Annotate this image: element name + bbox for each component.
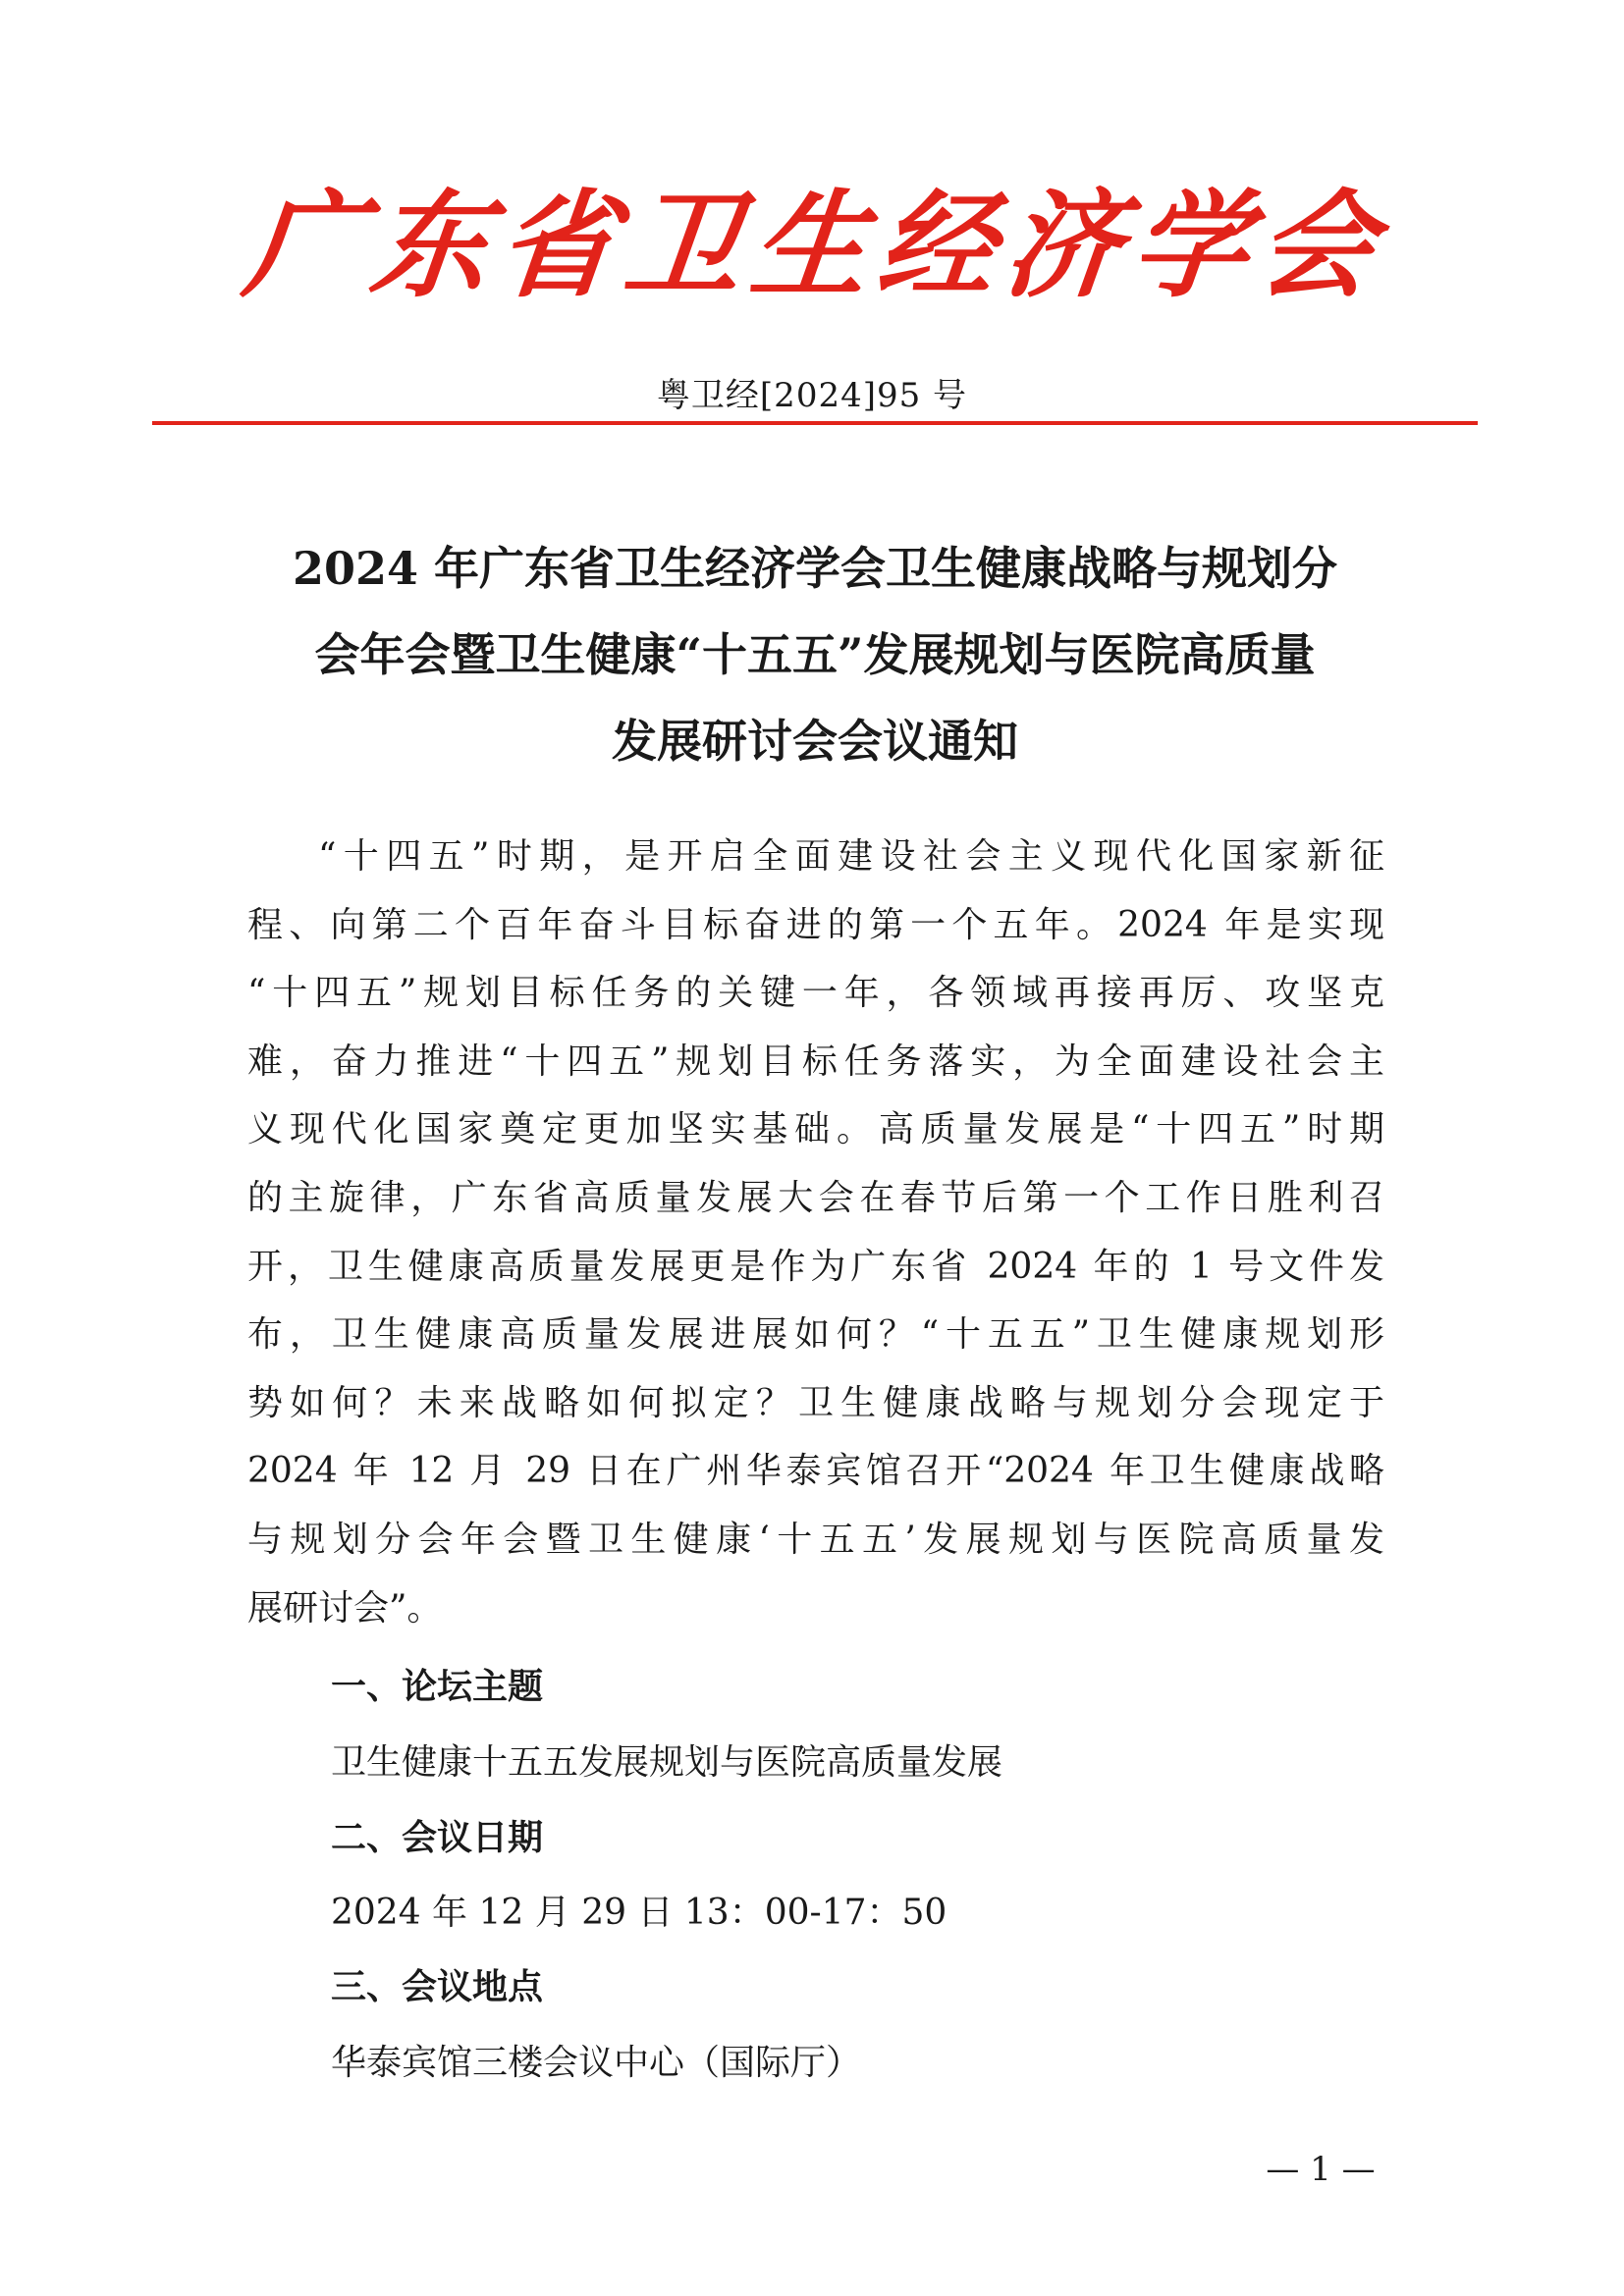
body-line: 开，卫生健康高质量发展更是作为广东省 2024 年的 1 号文件发 [247,1246,1384,1287]
letterhead-char: 会 [1251,177,1382,313]
letterhead-char: 生 [744,177,876,313]
letterhead-char: 东 [364,177,496,313]
title-line: 会年会暨卫生健康“十五五”发展规划与医院高质量 [314,628,1316,681]
red-divider-line [152,421,1478,425]
letterhead-char: 广 [238,177,369,313]
document-number: 粤卫经[2024]95 号 [656,376,968,415]
body-line: 展研讨会”。 [247,1587,443,1629]
section-heading-meeting-date: 二、会议日期 [331,1817,544,1858]
body-line: 布，卫生健康高质量发展进展如何？“十五五”卫生健康规划形 [247,1314,1384,1356]
body-paragraph [247,823,1384,1642]
body-line: 义现代化国家奠定更加坚实基础。高质量发展是“十四五”时期 [247,1109,1384,1150]
body-line: “十四五”时期，是开启全面建设社会主义现代化国家新征 [318,836,1384,877]
letterhead-char: 济 [998,177,1129,313]
body-line: 程、向第二个百年奋斗目标奋进的第一个五年。2024 年是实现 [247,904,1384,945]
section-content-meeting-date: 2024 年 12 月 29 日 13：00-17：50 [331,1893,947,1933]
title-line: 发展研讨会会议通知 [612,715,1018,768]
letterhead-org-name [238,157,1382,334]
document-title [245,525,1384,784]
section-content-forum-theme: 卫生健康十五五发展规划与医院高质量发展 [331,1742,1003,1783]
body-line: 2024 年 12 月 29 日在广州华泰宾馆召开“2024 年卫生健康战略 [247,1451,1384,1492]
section-heading-meeting-venue: 三、会议地点 [331,1966,544,2007]
letterhead-char: 省 [491,177,623,313]
body-line: 难，奋力推进“十四五”规划目标任务落实，为全面建设社会主 [247,1041,1384,1082]
body-line: 的主旋律，广东省高质量发展大会在春节后第一个工作日胜利召 [247,1177,1384,1218]
body-line: 势如何？未来战略如何拟定？卫生健康战略与规划分会现定于 [247,1382,1384,1423]
section-content-meeting-venue: 华泰宾馆三楼会议中心（国际厅） [331,2043,862,2083]
letterhead-char: 卫 [618,177,749,313]
section-heading-forum-theme: 一、论坛主题 [331,1666,544,1707]
body-line: “十四五”规划目标任务的关键一年，各领域再接再厉、攻坚克 [247,973,1384,1014]
letterhead-char: 经 [871,177,1002,313]
page-number: — 1 — [1266,2150,1376,2189]
letterhead-char: 学 [1124,177,1256,313]
body-line: 与规划分会年会暨卫生健康‘十五五’发展规划与医院高质量发 [247,1519,1384,1560]
title-line: 2024 年广东省卫生经济学会卫生健康战略与规划分 [292,542,1338,595]
